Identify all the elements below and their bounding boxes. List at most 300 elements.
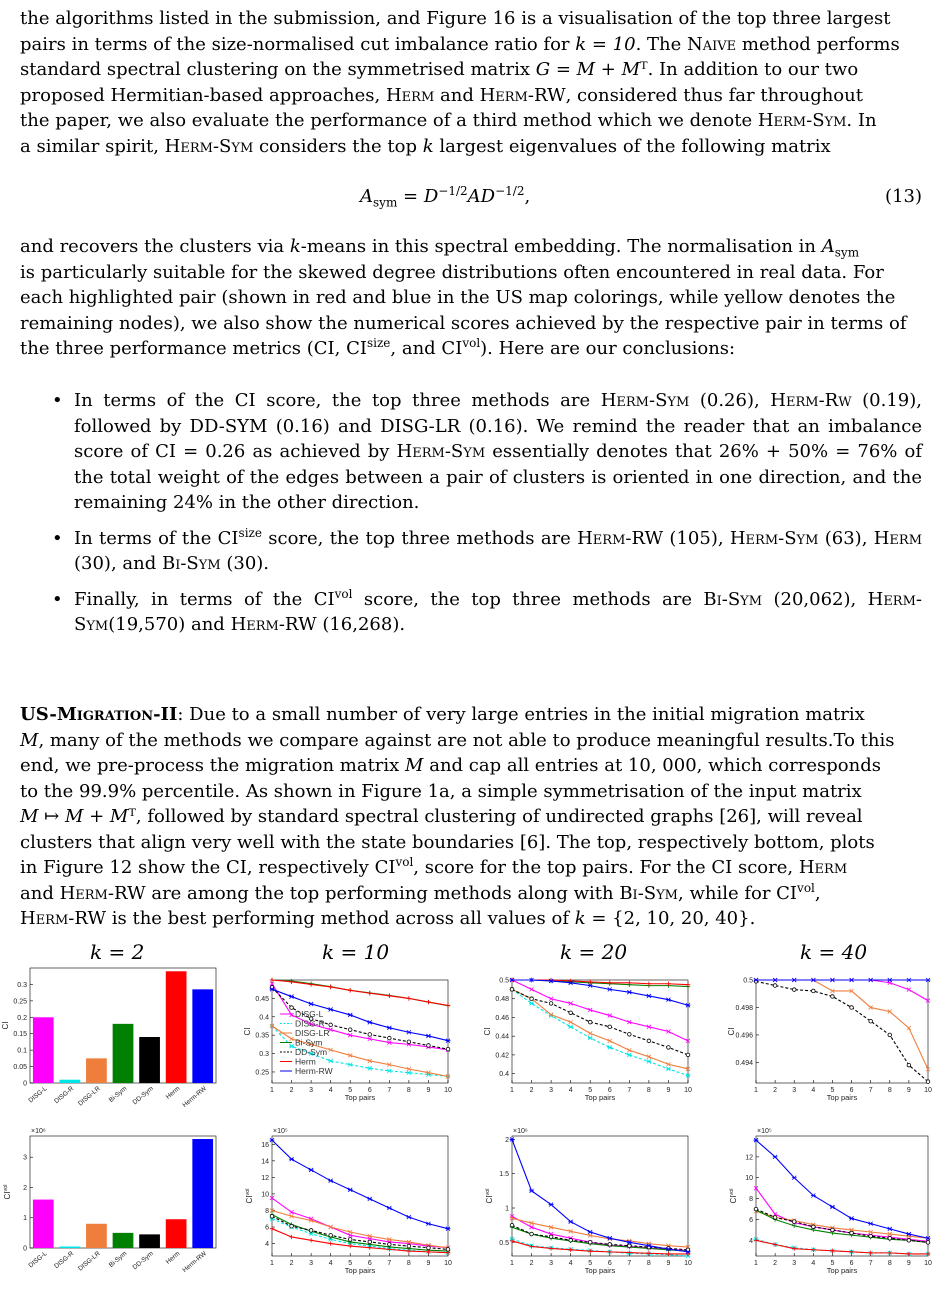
- x-tick-label: 1: [270, 1087, 274, 1094]
- k-label-40: k = 40: [800, 940, 868, 964]
- data-point: [329, 1023, 333, 1027]
- data-point: [289, 1044, 294, 1048]
- data-point: [328, 1059, 333, 1063]
- data-point: [510, 988, 514, 992]
- data-point: [568, 1025, 573, 1029]
- data-point: [367, 1197, 372, 1201]
- legend-label-bi-sym: Bi-Sym: [295, 1037, 323, 1048]
- x-tick-label: 8: [887, 1260, 892, 1267]
- data-point: [368, 991, 372, 995]
- data-point: [666, 1252, 670, 1256]
- x-category-label: Herm: [164, 1250, 182, 1266]
- data-point: [926, 1241, 930, 1245]
- x-tick-label: 3: [549, 1260, 554, 1267]
- data-point: [849, 978, 854, 982]
- y-tick-label: 0.498: [735, 1004, 753, 1012]
- x-tick-label: 1: [510, 1087, 514, 1094]
- data-point: [812, 1225, 816, 1229]
- x-tick-label: 6: [607, 1260, 612, 1267]
- x-tick-label: 3: [309, 1087, 314, 1094]
- data-point: [588, 1249, 592, 1253]
- data-point: [647, 1251, 651, 1255]
- x-category-label: DISG-LR: [77, 1085, 102, 1108]
- x-category-label: DISG-R: [53, 1250, 76, 1271]
- x-tick-label: 4: [811, 1260, 816, 1267]
- y-tick-label: 0.35: [255, 1032, 269, 1040]
- data-point: [407, 1249, 411, 1253]
- text-line: and recovers the clusters via k-means in this spectral embedding. The normalisation in $A_{sym}$: [20, 236, 860, 260]
- data-point: [270, 1214, 274, 1218]
- text-line: proposed Hermitian-based approaches, Herm and Herm-RW, considered thus far throughout: [20, 84, 863, 106]
- y-axis-label: $CI^{vol}$: [729, 1188, 738, 1204]
- y-tick-label: 0.5: [499, 1239, 509, 1247]
- data-point: [446, 1003, 450, 1007]
- y-tick-label: 0.3: [259, 1051, 269, 1059]
- data-point: [812, 989, 816, 993]
- bar-dd-sym: [139, 1037, 160, 1083]
- axis-exponent: ×10⁵: [757, 1128, 772, 1135]
- x-category-label: DISG-R: [53, 1085, 76, 1106]
- text-line: US-Migration-II: Due to a small number of very large entries in the initial migration matrix: [20, 704, 865, 725]
- x-axis-label: Top pairs: [584, 1266, 616, 1275]
- data-point: [549, 1203, 554, 1207]
- data-point: [407, 1040, 411, 1044]
- x-category-label: Bi-Sym: [107, 1085, 129, 1105]
- data-point: [530, 987, 534, 991]
- x-tick-label: 8: [646, 1260, 651, 1267]
- chart-panel-0: [1, 968, 216, 1109]
- text-line: pairs in terms of the size-normalised cut imbalance ratio for k = 10. The Naive method performs: [20, 33, 900, 55]
- data-point: [329, 1234, 333, 1238]
- paragraph-intro: [20, 6, 922, 159]
- data-point: [667, 1046, 671, 1050]
- data-point: [666, 1067, 671, 1071]
- x-category-label: Bi-Sym: [107, 1250, 129, 1270]
- text-line: to the 99.9% percentile. As shown in Figure 1a, a simple symmetrisation of the input matrix: [20, 780, 862, 802]
- data-point: [529, 1001, 534, 1005]
- series-line-dd-sym: [756, 981, 928, 1081]
- data-point: [290, 1006, 294, 1010]
- data-point: [686, 1053, 690, 1057]
- y-tick-label: 2: [23, 1184, 27, 1192]
- x-category-label: DISG-LR: [77, 1250, 102, 1273]
- data-point: [309, 1168, 314, 1172]
- x-tick-label: 6: [607, 1087, 612, 1094]
- data-point: [754, 1238, 758, 1242]
- conclusions-list: [52, 388, 922, 648]
- y-tick-label: 0.48: [495, 996, 509, 1004]
- y-tick-label: 12: [745, 1154, 753, 1162]
- text-line: is particularly suitable for the skewed degree distributions often encountered in real data. For: [20, 261, 884, 283]
- data-point: [406, 1215, 411, 1219]
- x-tick-label: 8: [406, 1087, 411, 1094]
- y-tick-label: 0.45: [255, 995, 269, 1003]
- data-point: [906, 1232, 911, 1236]
- equation-13: [0, 186, 938, 214]
- text-line: M ↦ M + Mᵀ, followed by standard spectral clustering of undirected graphs [26], will reveal: [20, 806, 863, 827]
- legend-label-dd-sym: DD-Sym: [295, 1047, 328, 1057]
- data-point: [407, 1244, 411, 1248]
- data-point: [628, 1244, 632, 1248]
- text-line: M, many of the methods we compare against are not able to produce meaningful results.To this: [20, 729, 895, 751]
- y-tick-label: 0: [23, 1080, 27, 1088]
- text-line: remaining nodes), we also show the numerical scores achieved by the respective pair in terms of: [20, 312, 907, 334]
- x-tick-label: 5: [348, 1087, 353, 1094]
- series-line-disg-r: [512, 989, 688, 1075]
- y-tick-label: 1: [505, 1205, 509, 1213]
- x-category-label: DISG-L: [27, 1085, 49, 1105]
- bar-disg-r: [59, 1080, 80, 1083]
- data-point: [569, 1011, 573, 1015]
- data-point: [348, 1188, 353, 1192]
- y-tick-label: 0.46: [495, 1014, 509, 1022]
- data-point: [289, 1235, 293, 1239]
- data-point: [368, 1033, 372, 1037]
- data-point: [426, 1000, 430, 1004]
- figure-12: [0, 962, 938, 1292]
- data-point: [510, 1223, 514, 1227]
- list-item: • Finally, in terms of the $CI^{vol}$ score, the top three methods are Bi-Sym (20,062), Herm-Sym(19,570) and Herm-RW (16,268).: [52, 587, 922, 638]
- data-point: [907, 1239, 911, 1243]
- data-point: [367, 1066, 372, 1070]
- data-point: [406, 1030, 411, 1034]
- y-axis-label: CI: [243, 1027, 252, 1036]
- data-point: [530, 1232, 534, 1236]
- list-item: • In terms of the CI score, the top three methods are Herm-Sym (0.26), Herm-Rw (0.19), followed by DD-SYM (0.16) and DISG-LR (0.16). We remind the reader that an imbalance score of CI = 0.26 as achieved by Herm-Sym essentially denotes that 26% + 50% = 76% of the total weight of the edges between a pair of clusters is oriented in one direction, and the remaining 24% in the other direction.: [52, 388, 922, 516]
- x-tick-label: 6: [849, 1087, 854, 1094]
- text-line: the algorithms listed in the submission, and Figure 16 is a visualisation of the top three largest: [20, 8, 891, 29]
- y-tick-label: 16: [261, 1141, 269, 1149]
- data-point: [627, 990, 632, 994]
- x-tick-label: 7: [627, 1087, 632, 1094]
- y-tick-label: 0.4: [259, 1014, 269, 1022]
- y-tick-label: 2: [505, 1136, 509, 1144]
- bar-bi-sym: [113, 1024, 134, 1083]
- data-point: [868, 1222, 873, 1226]
- equation-number: (13): [885, 186, 922, 207]
- data-point: [388, 1243, 392, 1247]
- data-point: [608, 1243, 612, 1247]
- paragraph-us-migration: [20, 702, 922, 932]
- axis-exponent: ×10⁶: [31, 1128, 46, 1135]
- x-tick-label: 7: [387, 1087, 392, 1094]
- series-line-disg-lr: [272, 1210, 448, 1247]
- x-tick-label: 6: [849, 1260, 854, 1267]
- y-tick-label: 0.05: [13, 1064, 27, 1072]
- data-point: [270, 986, 274, 990]
- text-line: end, we pre-process the migration matrix M and cap all entries at 10, 000, which corresponds: [20, 755, 881, 776]
- data-point: [792, 1176, 797, 1180]
- data-point: [773, 984, 777, 988]
- chart-panel-6: [485, 1128, 692, 1275]
- series-line-bi-sym: [756, 1210, 928, 1242]
- data-point: [607, 1045, 612, 1049]
- x-tick-label: 4: [568, 1260, 573, 1267]
- x-axis-label: Top pairs: [344, 1093, 376, 1102]
- bar-disg-lr: [86, 1224, 107, 1248]
- x-category-label: Herm-RW: [181, 1250, 208, 1275]
- bar-dd-sym: [139, 1234, 160, 1248]
- y-tick-label: 0.1: [17, 1047, 27, 1055]
- x-tick-label: 9: [906, 1260, 911, 1267]
- x-tick-label: 1: [754, 1087, 758, 1094]
- y-tick-label: 1: [23, 1215, 27, 1223]
- bar-herm-rw: [192, 1139, 213, 1248]
- series-line-disg-l: [756, 1188, 928, 1241]
- x-tick-label: 9: [666, 1260, 671, 1267]
- x-tick-label: 6: [367, 1087, 372, 1094]
- data-point: [888, 1236, 892, 1240]
- x-tick-label: 10: [924, 1260, 932, 1267]
- bar-herm-rw: [192, 989, 213, 1083]
- data-point: [348, 1244, 352, 1248]
- x-tick-label: 6: [367, 1260, 372, 1267]
- x-axis-label: Top pairs: [344, 1266, 376, 1275]
- x-tick-label: 7: [868, 1087, 873, 1094]
- bar-disg-r: [59, 1246, 80, 1248]
- plot-frame: [756, 1136, 928, 1256]
- paragraph-normalisation: [20, 234, 922, 362]
- chart-panel-7: [729, 1128, 932, 1275]
- data-point: [811, 1193, 816, 1197]
- series-line-dd-sym: [756, 1209, 928, 1242]
- data-point: [549, 1235, 553, 1239]
- data-point: [588, 1240, 592, 1244]
- y-axis-label: CI: [483, 1027, 492, 1036]
- data-point: [289, 995, 294, 999]
- data-point: [529, 1244, 533, 1248]
- list-item: • In terms of the $CI^{size}$ score, the top three methods are Herm-RW (105), Herm-Sym (63), Herm (30), and Bi-Sym (30).: [52, 526, 922, 577]
- series-line-disg-l: [512, 980, 688, 1041]
- data-point: [792, 978, 797, 982]
- data-point: [426, 1034, 431, 1038]
- legend-label-herm-rw: Herm-RW: [295, 1066, 333, 1076]
- y-tick-label: 8: [749, 1196, 753, 1204]
- data-point: [348, 1238, 352, 1242]
- data-point: [627, 1250, 631, 1254]
- series-line-herm-rw: [272, 1140, 448, 1229]
- data-point: [887, 978, 892, 982]
- data-point: [868, 978, 873, 982]
- y-tick-label: 0.5: [499, 977, 509, 985]
- data-point: [290, 1224, 294, 1228]
- y-axis-label: CI: [1, 1021, 10, 1030]
- y-tick-label: 8: [265, 1207, 269, 1215]
- x-category-label: DD-Sym: [131, 1250, 155, 1272]
- series-line-herm: [756, 1240, 928, 1254]
- y-tick-label: 4: [265, 1241, 269, 1249]
- data-point: [427, 1044, 431, 1048]
- data-point: [666, 998, 671, 1002]
- x-axis-label: Top pairs: [826, 1266, 858, 1275]
- data-point: [426, 1222, 431, 1226]
- x-tick-label: 4: [328, 1087, 333, 1094]
- data-point: [348, 1013, 353, 1017]
- x-tick-label: 8: [887, 1087, 892, 1094]
- y-tick-label: 4: [749, 1237, 753, 1245]
- x-tick-label: 1: [754, 1260, 758, 1267]
- data-point: [368, 1240, 372, 1244]
- x-tick-label: 9: [426, 1260, 431, 1267]
- y-tick-label: 3: [23, 1154, 27, 1162]
- series-line-herm: [272, 980, 448, 1005]
- x-tick-label: 10: [684, 1087, 692, 1094]
- y-tick-label: 0.44: [495, 1033, 509, 1041]
- x-tick-label: 5: [830, 1260, 835, 1267]
- y-tick-label: 6: [749, 1216, 753, 1224]
- legend-label-herm: Herm: [295, 1056, 316, 1067]
- data-point: [849, 1216, 854, 1220]
- data-point: [309, 1002, 314, 1006]
- y-tick-label: 10: [261, 1191, 269, 1199]
- y-tick-label: 0.15: [13, 1031, 27, 1039]
- data-point: [328, 1007, 333, 1011]
- data-point: [588, 1230, 593, 1234]
- x-tick-label: 3: [792, 1087, 797, 1094]
- text-line: the three performance metrics (CI, $CI^{size}$, and $CI^{vol}$). Here are our conclusions:: [20, 336, 736, 359]
- bar-disg-l: [33, 1200, 54, 1248]
- data-point: [850, 1231, 854, 1235]
- x-tick-label: 5: [348, 1260, 353, 1267]
- k-label-2: k = 2: [90, 940, 145, 964]
- chart-panel-3: [727, 978, 932, 1103]
- x-tick-label: 10: [444, 1087, 452, 1094]
- data-point: [367, 1020, 372, 1024]
- data-point: [926, 1080, 930, 1084]
- data-point: [427, 1246, 431, 1250]
- data-point: [309, 1238, 313, 1242]
- data-point: [647, 1039, 651, 1043]
- y-tick-label: 10: [745, 1175, 753, 1183]
- text-line: clusters that align very well with the state boundaries [6]. The top, respectively bottom, plots: [20, 831, 875, 853]
- x-tick-label: 7: [868, 1260, 873, 1267]
- x-tick-label: 1: [510, 1260, 514, 1267]
- data-point: [588, 1020, 592, 1024]
- data-point: [831, 995, 835, 999]
- x-category-label: Herm: [164, 1085, 182, 1101]
- data-point: [830, 1205, 835, 1209]
- data-point: [646, 994, 651, 998]
- x-tick-label: 7: [627, 1260, 632, 1267]
- data-point: [888, 1033, 892, 1037]
- data-point: [773, 1216, 777, 1220]
- data-point: [309, 1229, 313, 1233]
- x-tick-label: 8: [646, 1087, 651, 1094]
- bar-disg-lr: [86, 1058, 107, 1083]
- data-point: [569, 1238, 573, 1242]
- data-point: [628, 1033, 632, 1037]
- data-point: [446, 1047, 450, 1051]
- x-tick-label: 2: [289, 1087, 294, 1094]
- data-point: [792, 988, 796, 992]
- y-tick-label: 0.494: [735, 1059, 753, 1067]
- data-point: [348, 1063, 353, 1067]
- x-tick-label: 9: [426, 1087, 431, 1094]
- data-point: [388, 1036, 392, 1040]
- data-point: [607, 1236, 612, 1240]
- x-category-label: Herm-RW: [181, 1085, 208, 1110]
- data-point: [407, 996, 411, 1000]
- data-point: [831, 1228, 835, 1232]
- data-point: [608, 1025, 612, 1029]
- legend-label-disg-lr: DISG-LR: [295, 1028, 330, 1038]
- data-point: [289, 1157, 294, 1161]
- x-tick-label: 4: [328, 1260, 333, 1267]
- x-axis-label: Top pairs: [826, 1093, 858, 1102]
- series-line-disg-lr: [756, 980, 928, 1069]
- y-tick-label: 0.42: [495, 1052, 509, 1060]
- data-point: [907, 1063, 911, 1067]
- data-point: [773, 978, 778, 982]
- data-point: [869, 1019, 873, 1023]
- y-axis-label: $CI^{vol}$: [3, 1184, 12, 1200]
- data-point: [549, 1246, 553, 1250]
- legend-label-disg-l: DISG-L: [295, 1009, 324, 1019]
- x-tick-label: 1: [270, 1260, 274, 1267]
- data-point: [309, 982, 313, 986]
- series-line-bi-sym: [272, 980, 448, 1006]
- section-heading: US-Migration-II: [20, 704, 178, 725]
- x-tick-label: 2: [773, 1260, 778, 1267]
- data-point: [811, 978, 816, 982]
- x-tick-label: 10: [444, 1260, 452, 1267]
- text-line: the paper, we also evaluate the performance of a third method which we denote Herm-Sym. In: [20, 110, 877, 131]
- bar-herm: [166, 971, 187, 1083]
- x-tick-label: 5: [830, 1087, 835, 1094]
- bar-herm: [166, 1219, 187, 1248]
- y-tick-label: 0.5: [743, 977, 753, 985]
- data-point: [348, 1028, 352, 1032]
- y-tick-label: 0.496: [735, 1032, 753, 1040]
- plot-frame: [30, 1136, 216, 1248]
- data-point: [607, 987, 612, 991]
- x-category-label: DD-Sym: [131, 1085, 155, 1107]
- x-axis-label: Top pairs: [584, 1093, 616, 1102]
- data-point: [792, 1220, 796, 1224]
- bar-disg-l: [33, 1017, 54, 1083]
- y-tick-label: 0.2: [17, 1014, 27, 1022]
- y-tick-label: 0.25: [255, 1069, 269, 1077]
- chart-panel-1: [243, 978, 452, 1102]
- k-label-10: k = 10: [322, 940, 390, 964]
- data-point: [588, 1036, 593, 1040]
- y-tick-label: 1.5: [499, 1171, 509, 1179]
- chart-panel-5: [245, 1128, 452, 1275]
- data-point: [406, 1071, 411, 1075]
- y-tick-label: 0.4: [499, 1071, 509, 1079]
- data-point: [627, 1053, 632, 1057]
- x-tick-label: 3: [792, 1260, 797, 1267]
- data-point: [907, 1026, 911, 1030]
- data-point: [270, 978, 274, 982]
- text-line: in Figure 12 show the CI, respectively $CI^{vol}$, score for the top pairs. For the CI score, Herm: [20, 855, 848, 878]
- x-tick-label: 7: [387, 1260, 392, 1267]
- equation-body: $A_{sym} = D^{-1/2}AD^{-1/2}$,: [360, 184, 531, 210]
- y-tick-label: 0: [23, 1245, 27, 1253]
- k-label-20: k = 20: [560, 940, 628, 964]
- data-point: [568, 1248, 572, 1252]
- x-tick-label: 8: [406, 1260, 411, 1267]
- x-tick-label: 3: [309, 1260, 314, 1267]
- x-tick-label: 10: [924, 1087, 932, 1094]
- y-tick-label: 14: [261, 1158, 269, 1166]
- y-tick-label: 0.3: [17, 981, 27, 989]
- x-tick-label: 4: [568, 1087, 573, 1094]
- y-tick-label: 6: [265, 1224, 269, 1232]
- x-tick-label: 5: [588, 1260, 593, 1267]
- data-point: [387, 1069, 392, 1073]
- data-point: [754, 1207, 758, 1211]
